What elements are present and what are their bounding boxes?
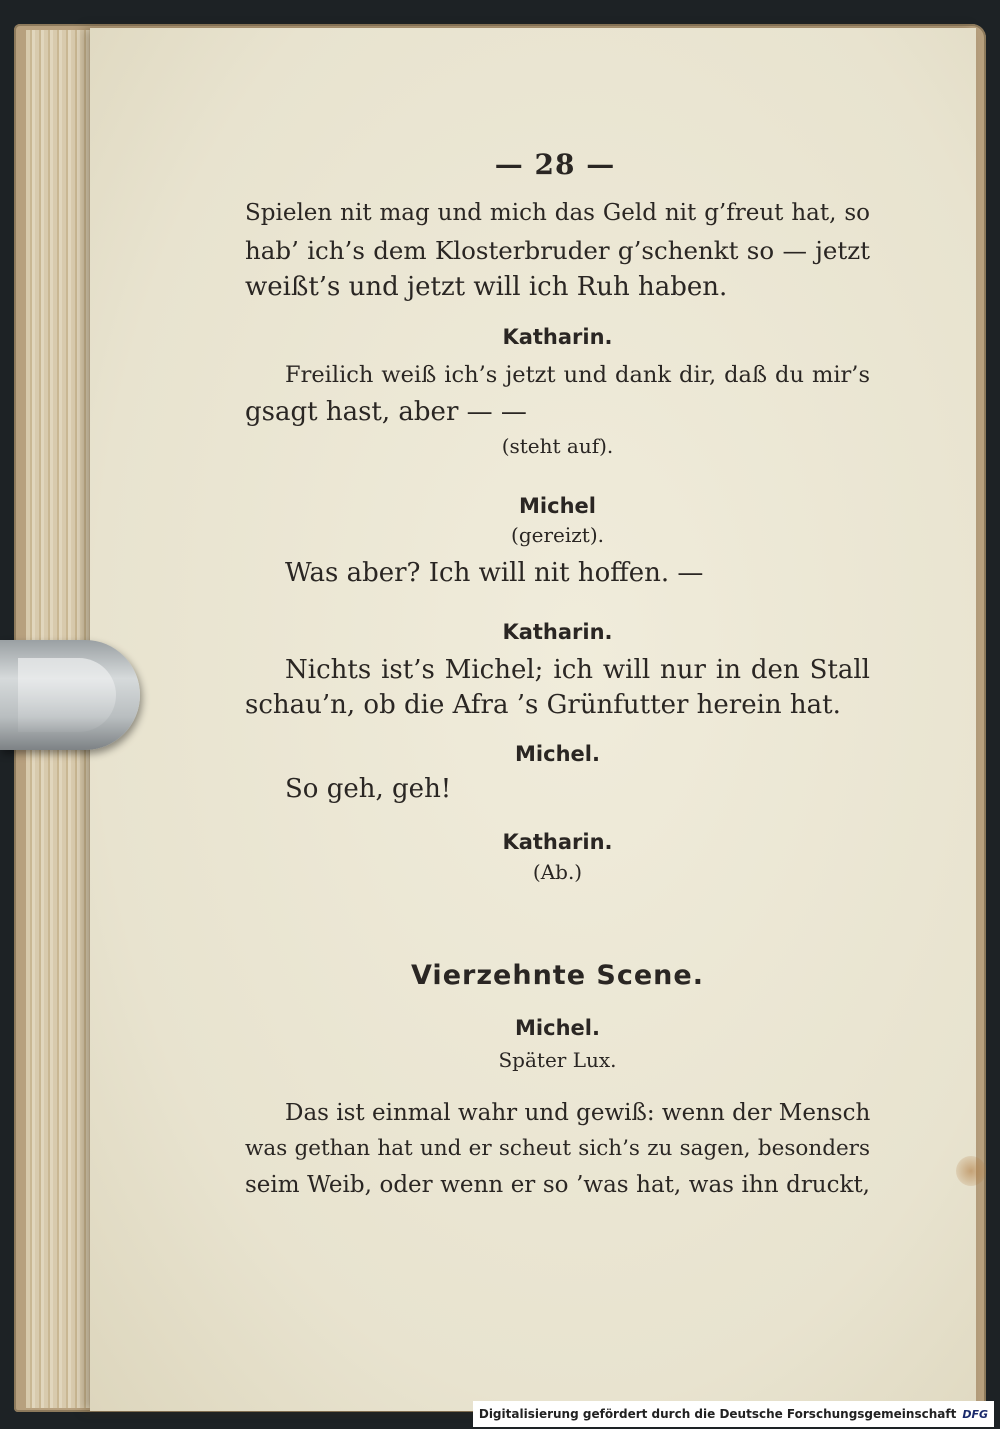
text-line: Nichts ist’s Michel; ich will nur in den Stall bbox=[285, 655, 870, 685]
text-line: seim Weib, oder wenn er so ’was hat, was ihn druckt, bbox=[245, 1172, 870, 1198]
page-number: — 28 — bbox=[494, 148, 616, 181]
speaker-name: Michel. bbox=[515, 742, 600, 766]
speaker-name: Michel bbox=[519, 494, 596, 518]
dfg-logo: DFG bbox=[962, 1407, 988, 1421]
speaker-name: Katharin. bbox=[502, 620, 613, 644]
stage-direction: (steht auf). bbox=[501, 434, 614, 458]
text-line: So geh, geh! bbox=[285, 774, 452, 804]
text-line: Freilich weiß ich’s jetzt und dank dir, daß du mir’s bbox=[285, 362, 870, 388]
digitization-footer bbox=[473, 1401, 994, 1427]
text-line: was gethan hat und er scheut sich’s zu sagen, besonders bbox=[245, 1136, 870, 1161]
speaker-name: Katharin. bbox=[502, 830, 613, 854]
stage-direction: (gereizt). bbox=[511, 523, 604, 547]
scene-title: Vierzehnte Scene. bbox=[411, 960, 704, 991]
speaker-name: Katharin. bbox=[502, 325, 613, 349]
footer-text: Digitalisierung gefördert durch die Deutsche Forschungsgemeinschaft bbox=[478, 1407, 957, 1421]
text-line: weißt’s und jetzt will ich Ruh haben. bbox=[245, 272, 728, 302]
text-line: Was aber? Ich will nit hoffen. — bbox=[285, 558, 704, 588]
text-line: gsagt hast, aber — — bbox=[245, 397, 527, 427]
scene-character: Michel. bbox=[515, 1016, 600, 1040]
scene-character: Später Lux. bbox=[498, 1048, 617, 1072]
text-line: Spielen nit mag und mich das Geld nit g’freut hat, so bbox=[245, 200, 870, 226]
text-line: Das ist einmal wahr und gewiß: wenn der Mensch bbox=[285, 1100, 871, 1126]
stage-direction: (Ab.) bbox=[532, 860, 583, 884]
text-line: hab’ ich’s dem Klosterbruder g’schenkt so — jetzt bbox=[245, 236, 870, 265]
text-line: schau’n, ob die Afra ’s Grünfutter herein hat. bbox=[245, 690, 841, 720]
